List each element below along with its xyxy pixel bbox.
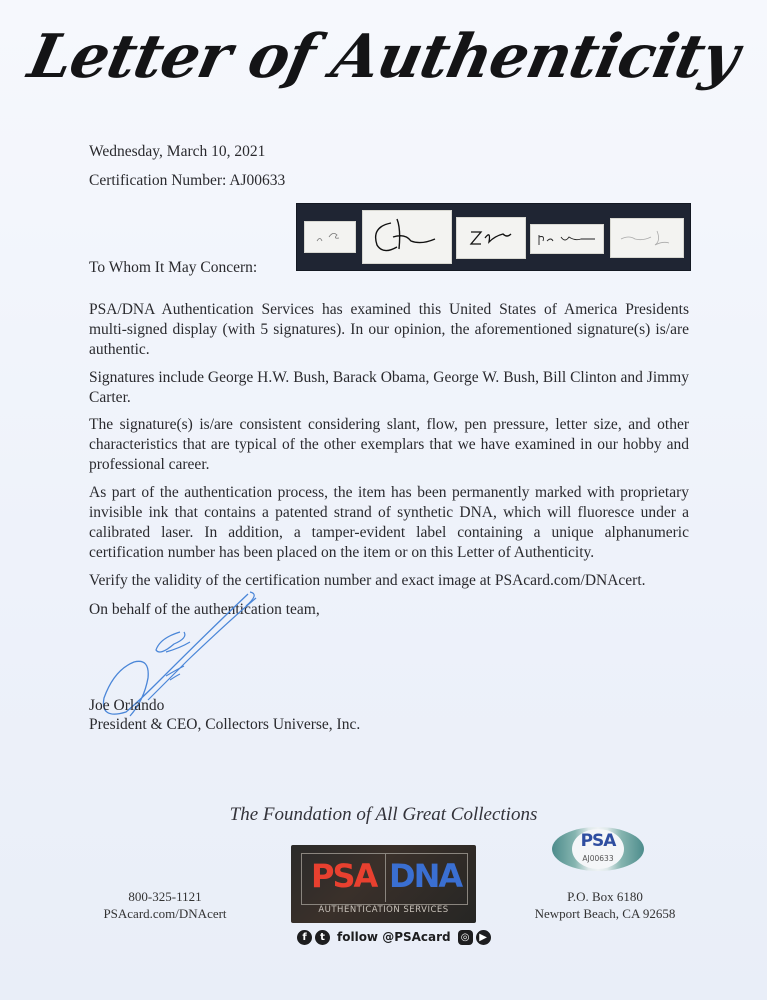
- footer-motto: The Foundation of All Great Collections: [229, 804, 538, 825]
- letter-date: Wednesday, March 10, 2021: [89, 143, 266, 160]
- signature-card-barack-obama: [362, 210, 452, 264]
- certification-number: Certification Number: AJ00633: [89, 172, 286, 189]
- contact-left: [90, 888, 240, 922]
- social-bar: [297, 928, 491, 946]
- logo-divider: [385, 854, 386, 902]
- signature-card-jimmy-carter: [610, 218, 684, 258]
- signature-card-bill-clinton: [530, 224, 604, 254]
- signature-card-george-hw-bush: [304, 221, 356, 253]
- paragraph-verify: Verify the validity of the certification number and exact image at PSAcard.com/DNAcert.: [89, 572, 646, 589]
- paragraph-examination: PSA/DNA Authentication Services has examined this United States of America Presidents multi-signed display (with 5 signatures). In our opinion, the aforementioned signature(s) is/are authentic.: [89, 301, 689, 358]
- facebook-icon[interactable]: f: [297, 930, 312, 945]
- youtube-icon[interactable]: ▶: [476, 930, 491, 945]
- signature-scribble: [363, 211, 451, 263]
- instagram-icon[interactable]: ◎: [458, 930, 473, 945]
- closing-line: On behalf of the authentication team,: [89, 601, 320, 618]
- city-address: Newport Beach, CA 92658: [534, 906, 676, 921]
- logo-subtitle: AUTHENTICATION SERVICES: [318, 905, 449, 915]
- psa-hologram-sticker: [552, 827, 644, 871]
- follow-handle[interactable]: follow @PSAcard: [337, 930, 451, 944]
- psa-dna-logo: [291, 845, 476, 923]
- signer-title: President & CEO, Collectors Universe, Inc.: [89, 716, 361, 733]
- paragraph-signers: Signatures include George H.W. Bush, Barack Obama, George W. Bush, Bill Clinton and Jimmy Carter.: [89, 369, 689, 406]
- signature-scribble: [531, 225, 603, 253]
- letter-title: Letter of Authenticity: [22, 22, 745, 92]
- signed-item-photo: [296, 203, 691, 271]
- contact-right: [520, 888, 690, 922]
- website-link[interactable]: PSAcard.com/DNAcert: [103, 906, 227, 921]
- signature-card-george-w-bush: [456, 217, 526, 259]
- po-box: P.O. Box 6180: [567, 889, 643, 904]
- sticker-cert-number: AJ00633: [582, 854, 614, 863]
- paragraph-process: As part of the authentication process, the item has been permanently marked with proprietary invisible ink that contains a patented strand of synthetic DNA, which will fluoresce under a calibrated laser. In addition, a tamper-evident label containing a unique alphanumeric certification number has been placed on the item or on this Letter of Authenticity.: [89, 484, 689, 561]
- sticker-brand: PSA: [580, 831, 616, 851]
- twitter-icon[interactable]: t: [315, 930, 330, 945]
- signature-scribble: [457, 218, 525, 258]
- signer-name: Joe Orlando: [89, 697, 165, 714]
- paragraph-consistency: The signature(s) is/are consistent considering slant, flow, pen pressure, letter size, and other characteristics that are typical of the other exemplars that we have examined in our hobby and professional career.: [89, 416, 689, 473]
- logo-psa: PSA: [311, 857, 377, 895]
- salutation: To Whom It May Concern:: [89, 259, 258, 276]
- logo-dna: DNA: [389, 857, 462, 895]
- signature-scribble: [611, 219, 683, 257]
- signature-scribble: [305, 222, 355, 252]
- phone-number: 800-325-1121: [128, 889, 202, 904]
